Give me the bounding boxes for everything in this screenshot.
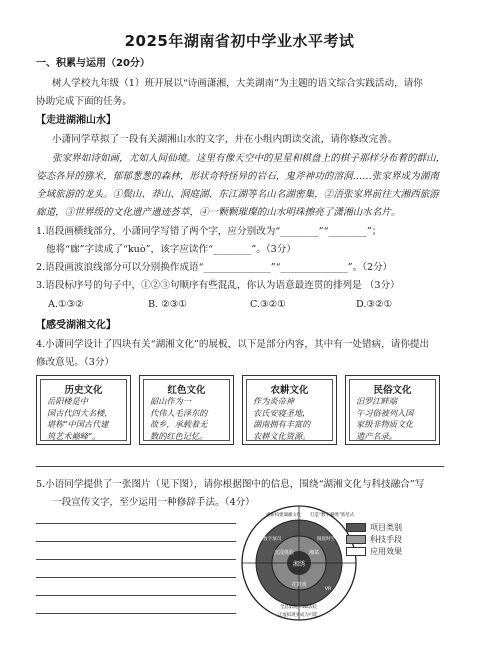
board-farming <box>242 375 337 445</box>
board-text: 作为炎帝神 农氏安寝圣地， 湖南拥有丰富的 农耕文化资源。 <box>253 396 311 441</box>
passage-line-1: 张家界如诗如画，尤如人间仙境。这里有像天空中的星星和棋盘上的棋子那样分布着的群山， <box>52 153 446 164</box>
board-folk <box>345 375 440 445</box>
passage-line-3: 全域旅游的龙头。①鬓山、莽山、洞庭湖、东江湖等名山名湖密集，②浯张家界前往大湘西旅游 <box>36 189 439 200</box>
passage-line-2: 姿态各异的猕米，郁郁葱葱的森林，形状奇特怪异的岩石，鬼斧神功的溶洞……张家界成为湖南 <box>36 171 439 182</box>
legend-label: 应用效果 <box>370 547 402 556</box>
legend-swatch <box>346 523 366 532</box>
outer-label: 全息影院、5D影院 <box>280 605 317 610</box>
board-title: 红色文化 <box>167 385 206 396</box>
legend-swatch <box>346 547 366 556</box>
passage-line-4: 廊道，③世界级的文化遗产遗迹荟萃，④一颗颗璀璨的山水明珠擦亮了潇湘山水名片。 <box>36 207 401 218</box>
legend-swatch <box>346 535 366 544</box>
question-1b: 他将“廊”字读成了“kuò”，该字应读作“________”。（3分） <box>46 244 296 255</box>
board-text: 岳阳楼是中 国古代四大名楼， 堪称“中国古代建 筑艺术巅峰”。 <box>47 396 113 441</box>
intro-line-1: 树人学校九年级（1）班开展以“诗画潇湘，大美湖南”为主题的语文综合实践活动，请你 <box>52 78 423 89</box>
question-4: 4.小潇同学设计了四块有关“湖湘文化”的展板，以下是部分内容，其中有一处错病，请你提出 <box>36 339 430 350</box>
option-b: B. ②③① <box>148 299 187 310</box>
mid-label: 洞庭时空 <box>316 537 336 542</box>
question-5b: 一段宣传文字，至少运用一种修辞手法。（4分） <box>52 497 255 508</box>
legend-label: 科技手段 <box>370 535 402 544</box>
inner-label: 花鼓戏 <box>291 582 307 588</box>
legend-item <box>370 546 402 557</box>
outer-label: 打造“数字湘绣”新范式 <box>310 513 355 518</box>
board-red <box>139 375 234 445</box>
culture-tech-diagram <box>240 504 358 622</box>
question-5: 5.小语同学提供了一张图片（见下图），请你根据图中的信息，围绕“湖湘文化与科技融合”写 <box>36 479 425 490</box>
board-title: 民俗文化 <box>373 385 412 396</box>
question-1: 1.语段画横线部分，小潇同学写错了两个字，应分别改为“________”“________”； <box>36 226 382 237</box>
board-history <box>36 375 131 445</box>
task1-intro: 小潇同学草拟了一段有关湖湘山水的文字，并在小组内朗读交流，请你修改完善。 <box>52 134 398 145</box>
option-a: A.①③② <box>48 299 84 310</box>
intro-line-2: 协助完成下面的任务。 <box>36 96 132 107</box>
legend-item <box>370 534 402 545</box>
question-2: 2.语段画波浪线部分可以分别换作成语“______________”“______________”。（2分） <box>36 262 393 273</box>
center-label: 湘绣 <box>292 561 306 568</box>
legend-label: 项目类别 <box>370 523 402 532</box>
board-text: 韶山作为一 代伟人毛泽东的 故乡，承载着无 数的红色记忆。 <box>150 396 208 441</box>
mid-label: AI数字演员 <box>258 537 282 542</box>
mid-label: VR <box>324 587 332 592</box>
answer-line <box>36 595 236 596</box>
legend-item <box>370 522 402 533</box>
question-4b: 修改意见。（3分） <box>36 357 115 368</box>
inner-label: 湘菜 <box>308 550 320 556</box>
board-text: 汨罗江畔端 午习俗被列入国 家级非物质文化 遗产名录。 <box>356 396 414 441</box>
answer-line <box>36 613 236 614</box>
task2-header: 【感受湖湘文化】 <box>36 320 116 331</box>
inner-label: 沉浸体验 <box>273 550 295 556</box>
exam-title: 2025年湖南省初中学业水平考试 <box>124 32 355 50</box>
answer-line <box>36 577 236 578</box>
board-title: 农耕文化 <box>270 385 309 396</box>
answer-line <box>36 559 236 560</box>
answer-line <box>36 466 444 467</box>
answer-line <box>36 523 236 524</box>
board-title: 历史文化 <box>64 385 103 396</box>
outer-label: 让虚拟现实成为可能 <box>278 613 318 618</box>
answer-line <box>36 541 236 542</box>
option-d: D.③②① <box>356 299 393 310</box>
outer-label: 重新构建湖湘文化 <box>266 513 302 518</box>
section-heading: 一、积累与运用（20分） <box>36 58 150 69</box>
task1-header: 【走进湖湘山水】 <box>36 115 116 126</box>
option-c: C.③②① <box>250 299 286 310</box>
question-3: 3.语段标序号的句子中，①②③句顺序有些混乱，你认为语意最连贯的排列是 （3分） <box>36 280 400 291</box>
